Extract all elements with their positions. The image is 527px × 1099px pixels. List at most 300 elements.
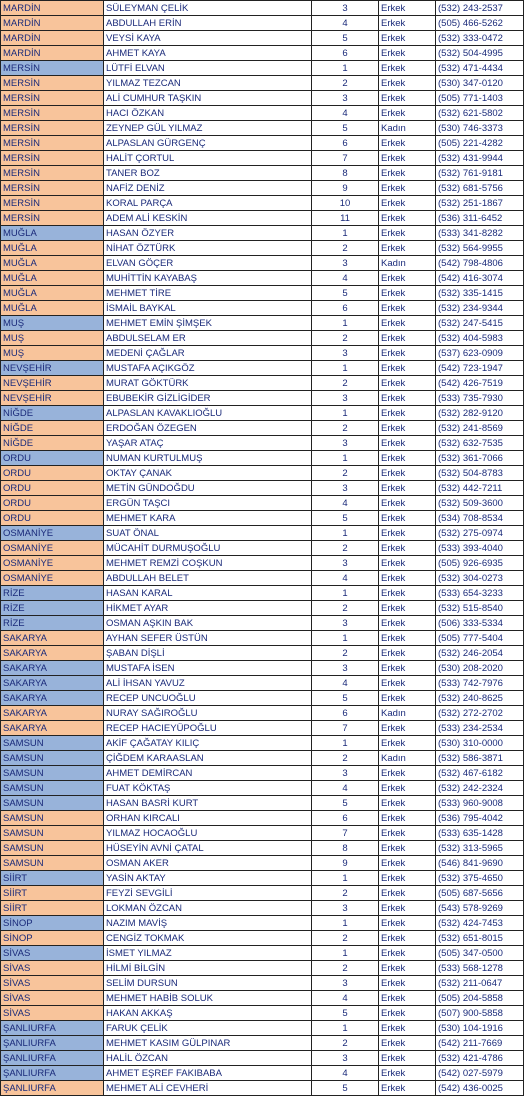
order-cell: 6 [312,706,379,721]
order-cell: 6 [312,46,379,61]
order-cell: 5 [312,691,379,706]
province-cell: SAKARYA [1,661,104,676]
table-row [1,826,524,841]
name-cell: LÜTFİ ELVAN [104,61,312,76]
table-row [1,721,524,736]
table-row [1,271,524,286]
phone-cell: (542) 426-7519 [436,376,524,391]
gender-cell: Erkek [379,781,436,796]
order-cell: 3 [312,976,379,991]
phone-cell: (532) 243-2537 [436,1,524,16]
province-cell: MUŞ [1,316,104,331]
name-cell: İSMAİL BAYKAL [104,301,312,316]
gender-cell: Erkek [379,46,436,61]
table-row [1,1051,524,1066]
phone-cell: (533) 341-8282 [436,226,524,241]
table-row [1,391,524,406]
gender-cell: Erkek [379,181,436,196]
table-row [1,421,524,436]
order-cell: 2 [312,421,379,436]
order-cell: 1 [312,1021,379,1036]
gender-cell: Erkek [379,586,436,601]
order-cell: 7 [312,721,379,736]
gender-cell: Erkek [379,541,436,556]
phone-cell: (506) 333-5334 [436,616,524,631]
table-row [1,691,524,706]
gender-cell: Erkek [379,301,436,316]
name-cell: HACI ÖZKAN [104,106,312,121]
province-cell: OSMANİYE [1,526,104,541]
table-row [1,361,524,376]
gender-cell: Erkek [379,961,436,976]
table-row [1,16,524,31]
name-cell: SUAT ÖNAL [104,526,312,541]
order-cell: 3 [312,661,379,676]
order-cell: 5 [312,796,379,811]
name-cell: NUMAN KURTULMUŞ [104,451,312,466]
phone-cell: (532) 247-5415 [436,316,524,331]
phone-cell: (532) 467-6182 [436,766,524,781]
order-cell: 1 [312,61,379,76]
gender-cell: Erkek [379,916,436,931]
name-cell: KORAL PARÇA [104,196,312,211]
name-cell: NAZIM MAVİŞ [104,916,312,931]
name-cell: ALİ CUMHUR TAŞKIN [104,91,312,106]
phone-cell: (532) 621-5802 [436,106,524,121]
phone-cell: (530) 208-2020 [436,661,524,676]
order-cell: 1 [312,226,379,241]
name-cell: AYHAN SEFER ÜSTÜN [104,631,312,646]
province-cell: MERSİN [1,166,104,181]
name-cell: OSMAN AŞKIN BAK [104,616,312,631]
table-row [1,46,524,61]
table-row [1,631,524,646]
gender-cell: Erkek [379,331,436,346]
gender-cell: Erkek [379,616,436,631]
gender-cell: Erkek [379,841,436,856]
name-cell: FARUK ÇELİK [104,1021,312,1036]
gender-cell: Erkek [379,1006,436,1021]
gender-cell: Kadın [379,706,436,721]
province-cell: ORDU [1,511,104,526]
phone-cell: (530) 347-0120 [436,76,524,91]
province-cell: MUĞLA [1,271,104,286]
order-cell: 7 [312,826,379,841]
phone-cell: (542) 416-3074 [436,271,524,286]
province-cell: SAKARYA [1,706,104,721]
province-cell: MUĞLA [1,286,104,301]
order-cell: 2 [312,331,379,346]
order-cell: 2 [312,241,379,256]
order-cell: 3 [312,1,379,16]
name-cell: MEHMET EMİN ŞİMŞEK [104,316,312,331]
phone-cell: (532) 282-9120 [436,406,524,421]
phone-cell: (505) 926-6935 [436,556,524,571]
phone-cell: (534) 708-8534 [436,511,524,526]
phone-cell: (533) 393-4040 [436,541,524,556]
phone-cell: (542) 436-0025 [436,1081,524,1096]
phone-cell: (532) 651-8015 [436,931,524,946]
province-cell: SAKARYA [1,691,104,706]
province-cell: MERSİN [1,121,104,136]
gender-cell: Erkek [379,1,436,16]
phone-cell: (532) 442-7211 [436,481,524,496]
order-cell: 1 [312,631,379,646]
phone-cell: (530) 104-1916 [436,1021,524,1036]
province-cell: SAKARYA [1,676,104,691]
name-cell: ZEYNEP GÜL YILMAZ [104,121,312,136]
phone-cell: (505) 777-5404 [436,631,524,646]
name-cell: YILMAZ HOCAOĞLU [104,826,312,841]
province-cell: SİİRT [1,901,104,916]
table-row [1,376,524,391]
table-row [1,571,524,586]
name-cell: HÜSEYİN AVNİ ÇATAL [104,841,312,856]
phone-cell: (532) 504-8783 [436,466,524,481]
province-cell: ORDU [1,496,104,511]
order-cell: 3 [312,91,379,106]
order-cell: 3 [312,1051,379,1066]
order-cell: 2 [312,541,379,556]
phone-cell: (530) 746-3373 [436,121,524,136]
order-cell: 2 [312,646,379,661]
gender-cell: Erkek [379,556,436,571]
phone-cell: (533) 635-1428 [436,826,524,841]
phone-cell: (533) 568-1278 [436,961,524,976]
order-cell: 6 [312,301,379,316]
province-cell: MERSİN [1,151,104,166]
table-row [1,286,524,301]
province-cell: ORDU [1,466,104,481]
province-cell: MUĞLA [1,301,104,316]
name-cell: ABDULLAH ERİN [104,16,312,31]
name-cell: NURAY SAĞIROĞLU [104,706,312,721]
table-row [1,1036,524,1051]
gender-cell: Erkek [379,766,436,781]
gender-cell: Erkek [379,151,436,166]
province-cell: MUŞ [1,346,104,361]
province-cell: SİİRT [1,871,104,886]
gender-cell: Erkek [379,481,436,496]
province-cell: ŞANLIURFA [1,1066,104,1081]
gender-cell: Kadın [379,751,436,766]
table-row [1,781,524,796]
order-cell: 4 [312,571,379,586]
phone-cell: (505) 347-0500 [436,946,524,961]
phone-cell: (532) 424-7453 [436,916,524,931]
phone-cell: (532) 471-4434 [436,61,524,76]
table-row [1,1021,524,1036]
table-row [1,766,524,781]
order-cell: 2 [312,931,379,946]
phone-cell: (505) 771-1403 [436,91,524,106]
province-cell: MARDİN [1,1,104,16]
phone-cell: (532) 421-4786 [436,1051,524,1066]
province-cell: NİĞDE [1,421,104,436]
phone-cell: (532) 241-8569 [436,421,524,436]
province-cell: MERSİN [1,106,104,121]
table-row [1,316,524,331]
phone-cell: (532) 242-2324 [436,781,524,796]
name-cell: MEHMET REMZİ COŞKUN [104,556,312,571]
name-cell: MUHİTTİN KAYABAŞ [104,271,312,286]
table-row [1,211,524,226]
gender-cell: Erkek [379,316,436,331]
order-cell: 8 [312,166,379,181]
gender-cell: Erkek [379,931,436,946]
order-cell: 4 [312,676,379,691]
order-cell: 1 [312,406,379,421]
phone-cell: (533) 742-7976 [436,676,524,691]
province-cell: MARDİN [1,31,104,46]
table-row [1,1081,524,1096]
name-cell: HASAN BASRİ KURT [104,796,312,811]
name-cell: NİHAT ÖZTÜRK [104,241,312,256]
table-row [1,736,524,751]
table-row [1,1006,524,1021]
phone-cell: (542) 723-1947 [436,361,524,376]
table-row [1,301,524,316]
phone-cell: (532) 404-5983 [436,331,524,346]
province-cell: NEVŞEHİR [1,391,104,406]
order-cell: 11 [312,211,379,226]
phone-cell: (505) 687-5656 [436,886,524,901]
phone-cell: (542) 798-4806 [436,256,524,271]
order-cell: 1 [312,586,379,601]
name-cell: VEYSİ KAYA [104,31,312,46]
order-cell: 8 [312,841,379,856]
table-row [1,961,524,976]
order-cell: 2 [312,76,379,91]
name-cell: FUAT KÖKTAŞ [104,781,312,796]
phone-cell: (505) 221-4282 [436,136,524,151]
gender-cell: Erkek [379,271,436,286]
table-row [1,901,524,916]
phone-cell: (532) 335-1415 [436,286,524,301]
name-cell: HALİL ÖZCAN [104,1051,312,1066]
order-cell: 2 [312,751,379,766]
province-cell: SAMSUN [1,736,104,751]
gender-cell: Erkek [379,886,436,901]
order-cell: 10 [312,196,379,211]
table-row [1,976,524,991]
gender-cell: Erkek [379,466,436,481]
phone-cell: (532) 246-2054 [436,646,524,661]
name-cell: AHMET EŞREF FAKIBABA [104,1066,312,1081]
phone-cell: (533) 654-3233 [436,586,524,601]
name-cell: ÇİĞDEM KARAASLAN [104,751,312,766]
province-cell: NEVŞEHİR [1,361,104,376]
gender-cell: Erkek [379,856,436,871]
table-row [1,181,524,196]
table-row [1,511,524,526]
province-cell: ŞANLIURFA [1,1021,104,1036]
name-cell: YASİN AKTAY [104,871,312,886]
name-cell: ABDULSELAM ER [104,331,312,346]
order-cell: 3 [312,256,379,271]
province-cell: MERSİN [1,196,104,211]
table-row [1,466,524,481]
name-cell: HALİT ÇORTUL [104,151,312,166]
gender-cell: Erkek [379,811,436,826]
gender-cell: Erkek [379,721,436,736]
province-cell: RİZE [1,586,104,601]
order-cell: 1 [312,871,379,886]
order-cell: 1 [312,946,379,961]
phone-cell: (532) 761-9181 [436,166,524,181]
order-cell: 2 [312,961,379,976]
province-cell: SAMSUN [1,751,104,766]
order-cell: 1 [312,361,379,376]
province-cell: MERSİN [1,76,104,91]
table-row [1,331,524,346]
name-cell: HASAN KARAL [104,586,312,601]
gender-cell: Erkek [379,826,436,841]
gender-cell: Erkek [379,31,436,46]
province-cell: SAMSUN [1,811,104,826]
phone-cell: (532) 272-2702 [436,706,524,721]
order-cell: 5 [312,1006,379,1021]
order-cell: 1 [312,916,379,931]
gender-cell: Kadın [379,121,436,136]
name-cell: ORHAN KIRCALI [104,811,312,826]
province-cell: SAMSUN [1,826,104,841]
gender-cell: Erkek [379,166,436,181]
phone-cell: (543) 578-9269 [436,901,524,916]
province-cell: NİĞDE [1,406,104,421]
table-row [1,556,524,571]
table-row [1,706,524,721]
phone-cell: (505) 204-5858 [436,991,524,1006]
name-cell: MEHMET HABİB SOLUK [104,991,312,1006]
name-cell: EBUBEKİR GİZLİGİDER [104,391,312,406]
name-cell: ŞABAN DİŞLİ [104,646,312,661]
province-cell: SAMSUN [1,781,104,796]
table-row [1,841,524,856]
province-cell: MERSİN [1,91,104,106]
gender-cell: Erkek [379,646,436,661]
order-cell: 1 [312,526,379,541]
name-cell: HİLMİ BİLGİN [104,961,312,976]
gender-cell: Erkek [379,361,436,376]
phone-cell: (533) 735-7930 [436,391,524,406]
province-cell: OSMANİYE [1,541,104,556]
table-row [1,346,524,361]
order-cell: 6 [312,136,379,151]
phone-cell: (536) 795-4042 [436,811,524,826]
phone-cell: (532) 251-1867 [436,196,524,211]
gender-cell: Erkek [379,661,436,676]
province-cell: ŞANLIURFA [1,1081,104,1096]
table-row [1,1,524,16]
gender-cell: Erkek [379,976,436,991]
phone-cell: (532) 234-9344 [436,301,524,316]
gender-cell: Erkek [379,571,436,586]
name-cell: MEHMET ALİ CEVHERİ [104,1081,312,1096]
gender-cell: Erkek [379,451,436,466]
name-cell: TANER BOZ [104,166,312,181]
order-cell: 3 [312,436,379,451]
phone-cell: (530) 310-0000 [436,736,524,751]
gender-cell: Erkek [379,391,436,406]
phone-cell: (532) 515-8540 [436,601,524,616]
province-cell: SİNOP [1,916,104,931]
phone-cell: (533) 960-9008 [436,796,524,811]
table-row [1,31,524,46]
name-cell: MEHMET KASIM GÜLPINAR [104,1036,312,1051]
phone-cell: (542) 211-7669 [436,1036,524,1051]
name-cell: OKTAY ÇANAK [104,466,312,481]
order-cell: 3 [312,766,379,781]
table-row [1,946,524,961]
gender-cell: Erkek [379,286,436,301]
gender-cell: Erkek [379,211,436,226]
name-cell: RECEP UNCUOĞLU [104,691,312,706]
gender-cell: Kadın [379,256,436,271]
order-cell: 4 [312,781,379,796]
order-cell: 3 [312,556,379,571]
table-row [1,871,524,886]
table-row [1,151,524,166]
table-row [1,481,524,496]
order-cell: 9 [312,181,379,196]
order-cell: 2 [312,886,379,901]
name-cell: SÜLEYMAN ÇELİK [104,1,312,16]
gender-cell: Erkek [379,106,436,121]
name-cell: ADEM ALİ KESKİN [104,211,312,226]
phone-cell: (542) 027-5979 [436,1066,524,1081]
phone-cell: (536) 311-6452 [436,211,524,226]
order-cell: 5 [312,1081,379,1096]
name-cell: MUSTAFA AÇIKGÖZ [104,361,312,376]
gender-cell: Erkek [379,16,436,31]
phone-cell: (507) 900-5858 [436,1006,524,1021]
province-cell: SAMSUN [1,841,104,856]
name-cell: METİN GÜNDOĞDU [104,481,312,496]
table-row [1,646,524,661]
name-cell: HİKMET AYAR [104,601,312,616]
phone-cell: (532) 304-0273 [436,571,524,586]
gender-cell: Erkek [379,196,436,211]
order-cell: 5 [312,121,379,136]
province-cell: RİZE [1,616,104,631]
gender-cell: Erkek [379,406,436,421]
table-row [1,676,524,691]
name-cell: ALPASLAN GÜRGENÇ [104,136,312,151]
order-cell: 6 [312,811,379,826]
order-cell: 3 [312,391,379,406]
table-row [1,751,524,766]
gender-cell: Erkek [379,901,436,916]
order-cell: 5 [312,31,379,46]
name-cell: ABDULLAH BELET [104,571,312,586]
order-cell: 1 [312,451,379,466]
gender-cell: Erkek [379,691,436,706]
province-cell: NEVŞEHİR [1,376,104,391]
gender-cell: Erkek [379,991,436,1006]
province-cell: RİZE [1,601,104,616]
table-row [1,436,524,451]
table-row [1,541,524,556]
order-cell: 2 [312,466,379,481]
name-cell: MUSTAFA İSEN [104,661,312,676]
order-cell: 2 [312,601,379,616]
province-cell: SİİRT [1,886,104,901]
table-row [1,1066,524,1081]
phone-cell: (532) 564-9955 [436,241,524,256]
table-row [1,586,524,601]
province-cell: OSMANİYE [1,571,104,586]
